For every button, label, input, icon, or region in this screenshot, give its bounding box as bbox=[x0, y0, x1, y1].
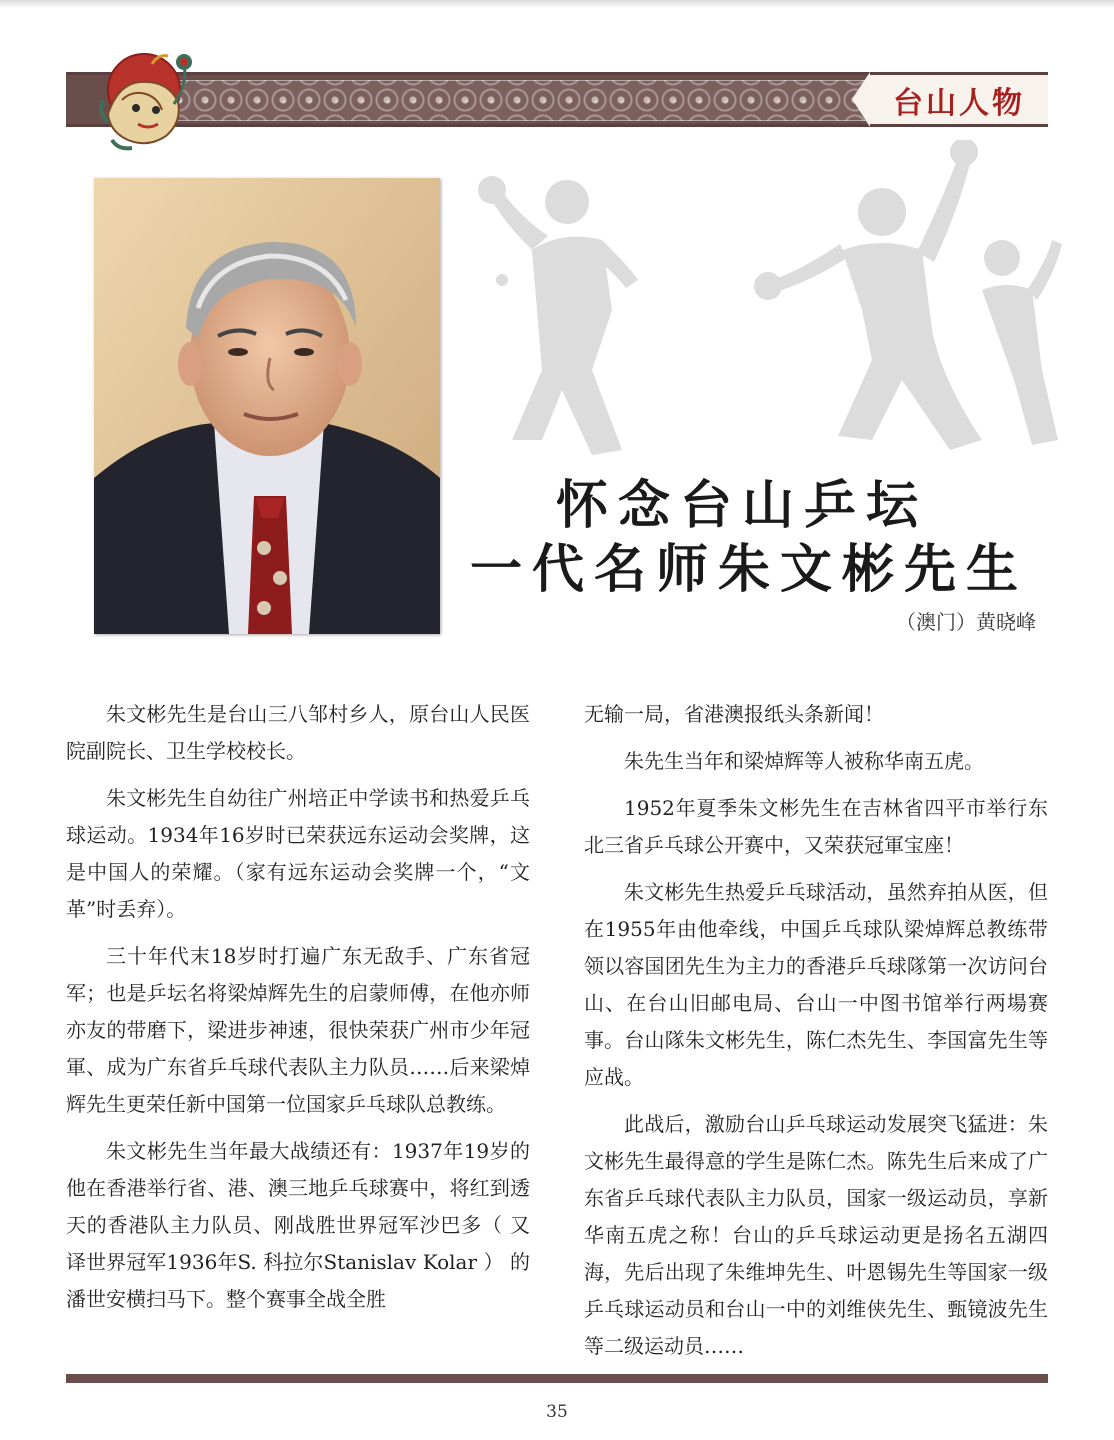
paragraph: 朱文彬先生热爱乒乓球活动，虽然弃拍从医，但在1955年由他牵线，中国乒乓球队梁焯辉总教练带领以容国团先生为主力的香港乒乓球隊第一次访问台山、在台山旧邮电局、台山一中图书馆举行两場赛事。台山隊朱文彬先生，陈仁杰先生、李国富先生等应战。 bbox=[584, 880, 1048, 1089]
section-label: 台山人物 bbox=[893, 85, 1025, 121]
paragraph: 朱先生当年和梁焯辉等人被称华南五虎。 bbox=[624, 749, 984, 773]
title-line-2: 一代名师朱文彬先生 bbox=[469, 540, 1028, 600]
header-banner bbox=[66, 72, 1048, 127]
author-byline: （澳门）黄晓峰 bbox=[896, 610, 1036, 634]
right-column bbox=[584, 696, 1048, 1375]
paragraph: 1952年夏季朱文彬先生在吉林省四平市举行东北三省乒乓球公开赛中，又荣获冠軍宝座！ bbox=[584, 796, 1048, 857]
section-tag bbox=[870, 72, 1048, 127]
article-title bbox=[470, 474, 1028, 602]
left-column bbox=[66, 696, 530, 1328]
paragraph: 朱文彬先生当年最大战绩还有：1937年19岁的他在香港举行省、港、澳三地乒乓球赛中，将红到透天的香港队主力队员、刚战胜世界冠军沙巴多（ 又译世界冠军1936年S. 科拉尔Stanislav Kolar ） 的潘世安横扫马下。整个赛事全战全胜 bbox=[66, 1139, 530, 1311]
footer-rule bbox=[66, 1374, 1048, 1383]
page-number: 35 bbox=[546, 1402, 568, 1422]
banner-pattern bbox=[166, 80, 926, 121]
table-tennis-silhouette-icon bbox=[462, 140, 1062, 470]
paragraph-continuation: 无输一局，省港澳报纸头条新闻！ bbox=[584, 702, 884, 726]
tiger-lion-emblem-icon bbox=[88, 44, 204, 154]
paragraph: 此战后，激励台山乒乓球运动发展突飞猛进：朱文彬先生最得意的学生是陈仁杰。陈先生后来成了广东省乒乓球代表队主力队员，国家一级运动员，享新华南五虎之称！台山的乒乓球运动更是扬名五湖四海，先后出现了朱维坤先生、叶恩锡先生等国家一级乒乓球运动员和台山一中的刘维侠先生、甄镜波先生等二级运动员…… bbox=[584, 1112, 1048, 1358]
paragraph: 朱文彬先生是台山三八邹村乡人，原台山人民医院副院长、卫生学校校长。 bbox=[66, 702, 530, 763]
top-shadow bbox=[0, 0, 1114, 8]
portrait-photo bbox=[94, 178, 440, 634]
paragraph: 朱文彬先生自幼往广州培正中学读书和热爱乒乓球运动。1934年16岁时已荣获远东运动会奖牌，这是中国人的荣耀。（家有远东运动会奖牌一个，“文革”时丢弃）。 bbox=[66, 786, 530, 921]
title-line-1: 怀念台山乒坛 bbox=[555, 476, 928, 536]
paragraph: 三十年代末18岁时打遍广东无敌手、广东省冠军；也是乒坛名将梁焯辉先生的启蒙师傅，在他亦师亦友的带磨下，梁进步神速，很快荣获广州市少年冠軍、成为广东省乒乓球代表队主力队员……后来梁焯辉先生更荣任新中国第一位国家乒乓球队总教练。 bbox=[66, 944, 530, 1116]
